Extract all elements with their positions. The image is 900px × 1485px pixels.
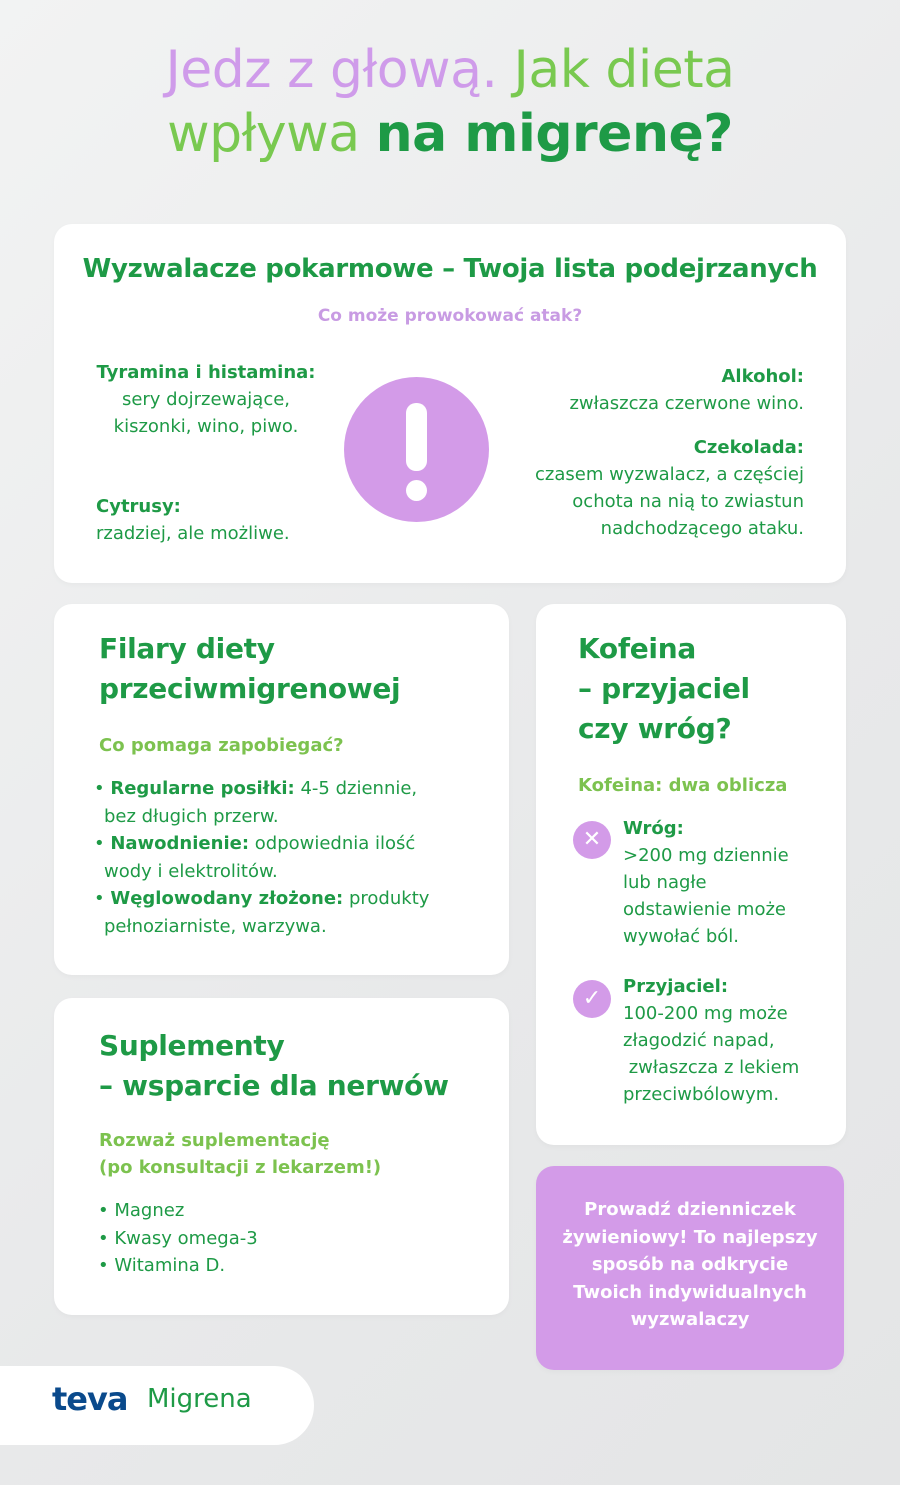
supplements-subtitle-line-2: (po konsultacji z lekarzem!) — [99, 1157, 382, 1178]
check-icon: ✓ — [573, 980, 611, 1018]
list-item: • Węglowodany złożone: produkty pełnoziarniste, warzywa. — [94, 885, 494, 940]
tip-line: sposób na odkrycie — [591, 1254, 789, 1275]
pillar-bold: Węglowodany złożone: — [110, 888, 344, 909]
friend-block — [623, 973, 838, 1108]
chocolate-line-1: czasem wyzwalacz, a częściej — [535, 464, 804, 485]
chocolate-label: Czekolada: — [693, 437, 804, 458]
caffeine-title-line-1: Kofeina — [578, 632, 696, 665]
tip-line: Prowadź dzienniczek — [584, 1199, 796, 1220]
pillar-text: odpowiednia ilość — [249, 833, 416, 854]
alcohol-text: zwłaszcza czerwone wino. — [569, 393, 804, 414]
teva-logo: teva — [52, 1380, 128, 1418]
enemy-label: Wróg: — [623, 818, 684, 839]
supplements-subtitle — [99, 1127, 381, 1181]
page-title — [0, 38, 900, 166]
pillar-cont: pełnoziarniste, warzywa. — [104, 915, 327, 937]
pillar-bold: Regularne posiłki: — [110, 778, 295, 799]
citrus-text: rzadziej, ale możliwe. — [96, 523, 290, 544]
citrus-block — [96, 493, 336, 547]
supplements-title-line-1: Suplementy — [99, 1029, 285, 1062]
caffeine-title-line-3: czy wróg? — [578, 712, 732, 745]
product-name: Migrena — [147, 1384, 252, 1414]
enemy-line: wywołać ból. — [623, 926, 740, 947]
tyramine-line-1: sery dojrzewające, — [121, 389, 291, 410]
alcohol-block — [504, 363, 804, 417]
title-part-1: Jedz z głową. — [165, 40, 498, 100]
pillar-cont: bez długich przerw. — [104, 805, 279, 827]
title-line-2 — [0, 102, 900, 166]
friend-line: zwłaszcza z lekiem — [623, 1057, 800, 1078]
title-line-1 — [0, 38, 900, 102]
tip-box — [536, 1166, 844, 1370]
supplement-item: Witamina D. — [114, 1255, 226, 1276]
pillar-cont: wody i elektrolitów. — [104, 860, 278, 882]
tip-line: wyzwalaczy — [630, 1309, 750, 1330]
pillars-card — [54, 604, 509, 975]
caffeine-subtitle: Kofeina: dwa oblicza — [578, 775, 788, 796]
tip-line: Twoich indywidualnych — [573, 1281, 807, 1303]
supplement-item: Kwasy omega-3 — [114, 1227, 258, 1249]
list-item: • Regularne posiłki: 4-5 dziennie, bez długich przerw. — [94, 775, 494, 830]
supplements-list — [98, 1197, 478, 1280]
exclamation-icon — [344, 377, 489, 522]
tyramine-block — [96, 359, 316, 440]
tip-text — [550, 1196, 830, 1334]
logo-banner — [0, 1366, 314, 1445]
friend-line: 100-200 mg może — [623, 1003, 788, 1024]
triggers-subtitle: Co może prowokować atak? — [317, 306, 583, 326]
triggers-title: Wyzwalacze pokarmowe – Twoja lista podejrzanych — [82, 254, 818, 284]
alcohol-label: Alkohol: — [721, 366, 804, 387]
supplement-item: Magnez — [114, 1200, 185, 1221]
pillar-text: 4-5 dziennie, — [294, 778, 418, 799]
title-part-4: na migrenę? — [375, 104, 733, 164]
enemy-line: >200 mg dziennie — [623, 845, 789, 866]
supplements-title-line-2: – wsparcie dla nerwów — [99, 1069, 449, 1102]
triggers-card — [54, 224, 846, 583]
list-item: • Nawodnienie: odpowiednia ilość wody i elektrolitów. — [94, 830, 494, 885]
list-item: • Magnez — [98, 1200, 185, 1221]
cross-icon: ✕ — [573, 821, 611, 859]
caffeine-title-line-2: – przyjaciel — [578, 672, 750, 705]
chocolate-block — [494, 434, 804, 542]
chocolate-line-2: ochota na nią to zwiastun — [572, 491, 804, 512]
enemy-line: odstawienie może — [623, 899, 786, 920]
pillars-title-line-1: Filary diety — [99, 632, 275, 665]
friend-line: przeciwbólowym. — [623, 1084, 780, 1105]
enemy-block — [623, 815, 833, 950]
list-item: • Witamina D. — [98, 1255, 226, 1276]
pillar-bold: Nawodnienie: — [110, 833, 250, 854]
friend-label: Przyjaciel: — [623, 976, 729, 997]
citrus-label: Cytrusy: — [96, 496, 181, 517]
chocolate-line-3: nadchodzącego ataku. — [600, 518, 804, 539]
pillars-subtitle: Co pomaga zapobiegać? — [99, 735, 344, 756]
supplements-subtitle-line-1: Rozważ suplementację — [99, 1130, 330, 1151]
title-part-3: wpływa — [167, 104, 360, 164]
tyramine-line-2: kiszonki, wino, piwo. — [113, 416, 299, 437]
title-part-2: Jak dieta — [513, 40, 735, 100]
tyramine-label: Tyramina i histamina: — [96, 362, 316, 383]
friend-line: złagodzić napad, — [623, 1030, 775, 1051]
list-item: • Kwasy omega-3 — [98, 1227, 258, 1249]
pillars-title-line-2: przeciwmigrenowej — [99, 672, 401, 705]
tip-line: żywieniowy! To najlepszy — [562, 1226, 818, 1248]
supplements-card — [54, 998, 509, 1315]
caffeine-card — [536, 604, 846, 1145]
enemy-line: lub nagłe — [623, 872, 707, 893]
pillars-title — [99, 629, 400, 709]
caffeine-title — [578, 629, 750, 749]
supplements-title — [99, 1026, 449, 1106]
pillar-text: produkty — [343, 888, 430, 909]
pillars-list — [94, 775, 494, 940]
